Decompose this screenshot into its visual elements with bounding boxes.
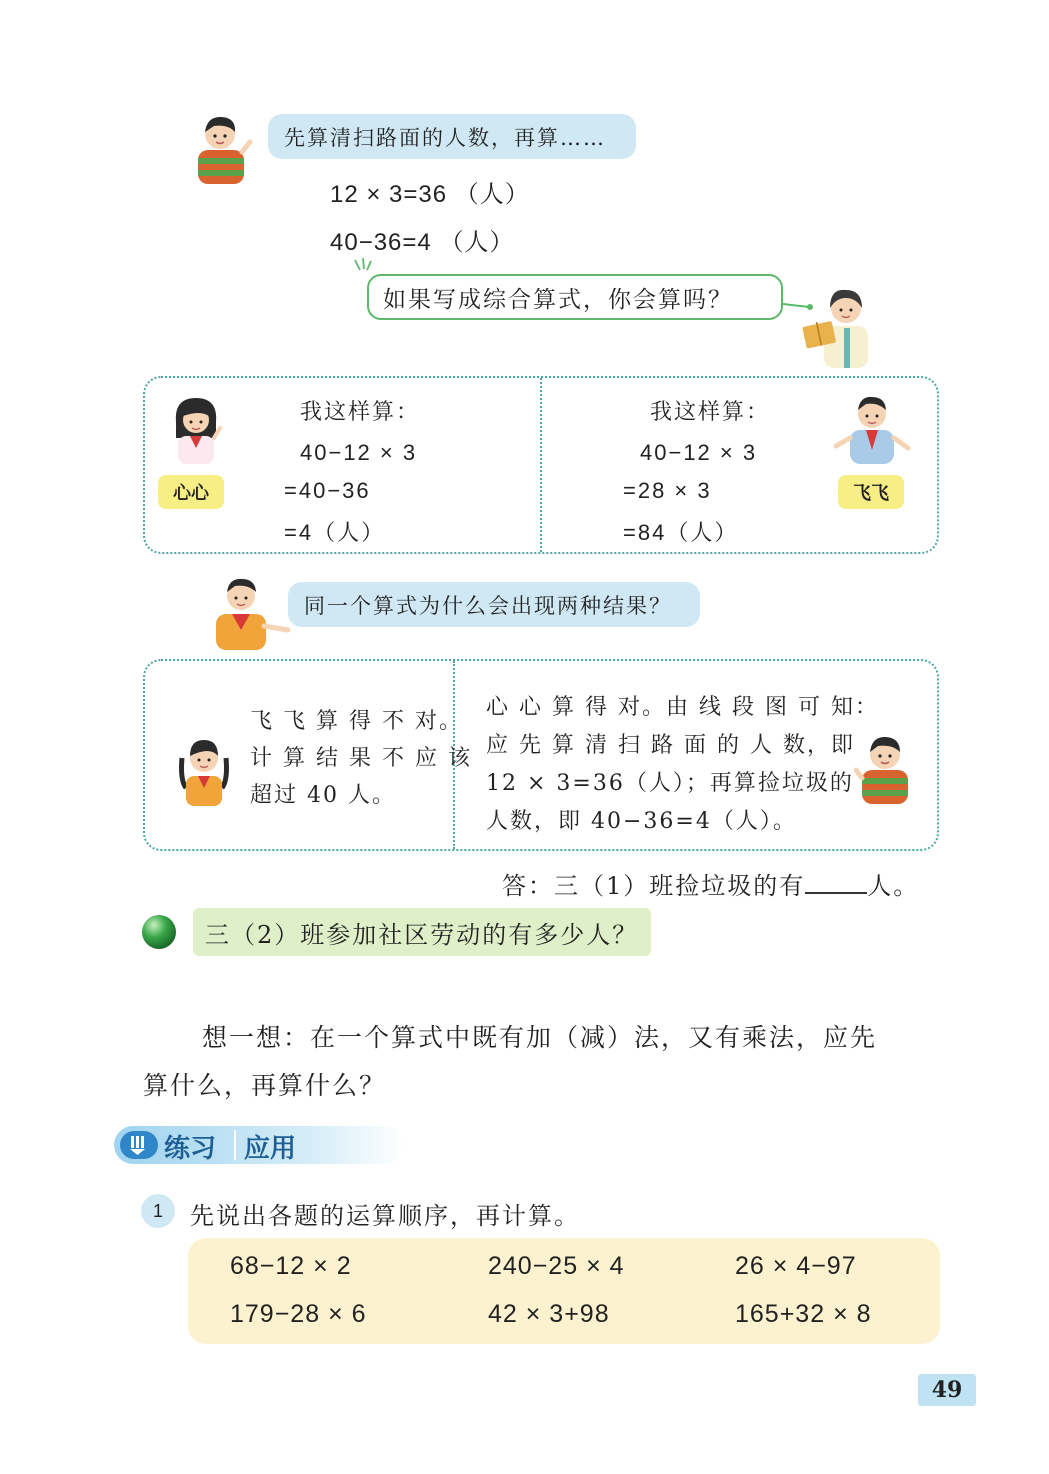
name-tag-xinxin: 心心 [158, 475, 224, 509]
item-number: 1 [152, 1200, 163, 1221]
q2-bar [193, 908, 651, 956]
explain-left-3: 超过 40 人。 [250, 783, 396, 808]
problem-5: 42 × 3+98 [488, 1300, 610, 1328]
question-text: 同一个算式为什么会出现两种结果？ [304, 593, 672, 618]
comparison-divider [540, 378, 542, 552]
boy-feifei-avatar [832, 390, 912, 464]
explain-right-2: 应 先 算 清 扫 路 面 的 人 数，即 [486, 733, 855, 758]
item-number-badge [141, 1194, 175, 1228]
left-step-3: =4（人） [284, 520, 386, 545]
teacher-speech-text: 如果写成综合算式，你会算吗？ [383, 286, 733, 313]
left-step-2: =40−36 [284, 478, 371, 503]
boy-striped-avatar-2 [854, 732, 916, 806]
problem-3: 26 × 4−97 [735, 1252, 857, 1280]
answer-blank[interactable] [805, 870, 867, 894]
right-step-3: =84（人） [623, 520, 739, 545]
practice-instruction: 先说出各题的运算顺序，再计算。 [190, 1202, 580, 1230]
right-intro: 我这样算： [650, 400, 771, 425]
explain-right-4: 人数，即 40−36=4（人）。 [486, 809, 797, 834]
practice-header [114, 1122, 404, 1168]
problem-2: 240−25 × 4 [488, 1252, 625, 1280]
boy-speech-bubble [268, 114, 636, 159]
practice-title-a: 练习 [164, 1134, 217, 1164]
page-number: 49 [918, 1374, 976, 1406]
teacher-speech-bubble [367, 274, 783, 320]
boy-striped-avatar [192, 112, 254, 186]
calc-line-2: 40−36=4 （人） [330, 229, 515, 256]
practice-title-divider [234, 1130, 236, 1160]
name-tag-feifei: 飞飞 [838, 475, 904, 509]
teacher-avatar [800, 282, 880, 368]
explain-right-1: 心 心 算 得 对。由 线 段 图 可 知： [486, 695, 879, 720]
q2-text: 三（2）班参加社区劳动的有多少人？ [205, 920, 639, 949]
girl-braids-avatar [176, 734, 232, 806]
think-line-1: 想一想：在一个算式中既有加（减）法，又有乘法，应先 [202, 1023, 878, 1052]
left-intro: 我这样算： [300, 400, 421, 425]
left-step-1: 40−12 × 3 [300, 440, 418, 465]
answer-prefix: 答：三（1）班捡垃圾的有 [502, 872, 806, 900]
problem-6: 165+32 × 8 [735, 1300, 872, 1328]
problem-4: 179−28 × 6 [230, 1300, 367, 1328]
answer-suffix: 人。 [867, 872, 920, 900]
girl-xinxin-avatar [168, 392, 224, 464]
think-line-2: 算什么，再算什么？ [143, 1071, 387, 1100]
answer-line [502, 866, 919, 901]
explain-left-1: 飞 飞 算 得 不 对。 [250, 709, 463, 734]
explain-left-2: 计 算 结 果 不 应 该 [250, 746, 472, 771]
explain-right-3: 12 × 3=36（人）；再算捡垃圾的 [486, 771, 854, 796]
question-bubble [288, 582, 700, 627]
boy-orange-avatar [212, 574, 292, 650]
pencil-icon [128, 1134, 150, 1160]
boy-speech-text: 先算清扫路面的人数，再算…… [284, 125, 606, 150]
right-step-2: =28 × 3 [623, 478, 712, 503]
calc-line-1: 12 × 3=36 （人） [330, 181, 530, 208]
problem-1: 68−12 × 2 [230, 1252, 352, 1280]
green-ball-icon [141, 914, 177, 954]
right-step-1: 40−12 × 3 [640, 440, 758, 465]
practice-title-b: 应用 [244, 1134, 297, 1164]
